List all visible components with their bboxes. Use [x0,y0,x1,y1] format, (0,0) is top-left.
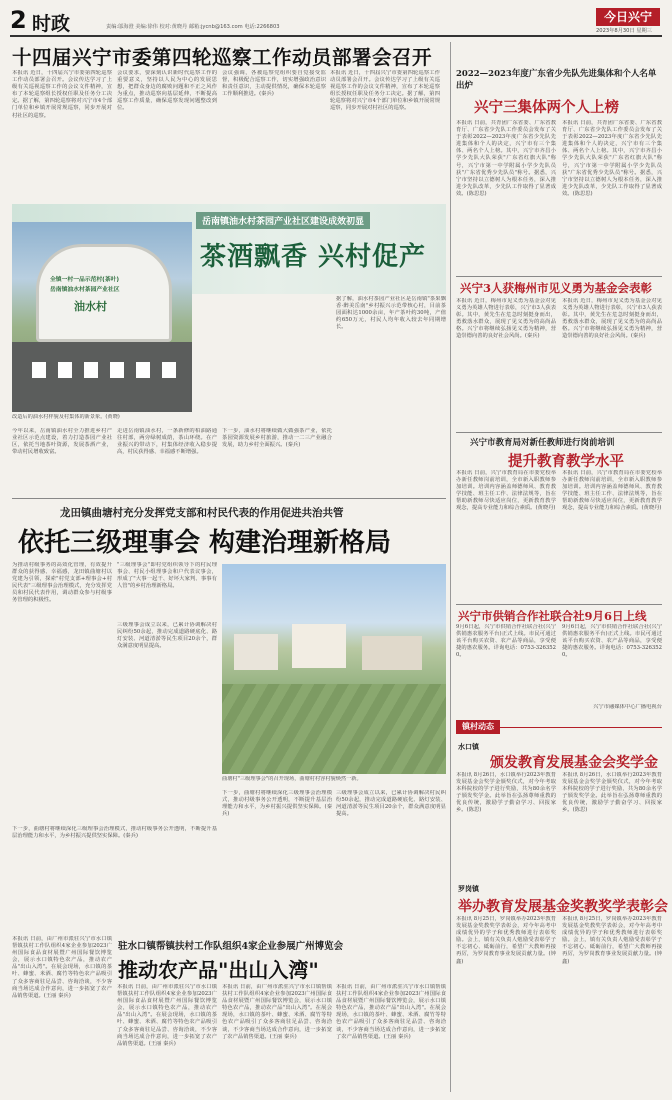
village-headline-1: 颁发教育发展基金会奖学金 [490,755,658,771]
longhe-kicker: 龙田镇曲塘村充分发挥党支部和村民代表的作用促进共治共管 [60,507,344,519]
field [222,684,446,774]
pioneer-kicker: 2022—2023年度广东省少先队先进集体和个人名单出炉 [456,69,657,91]
fund-rule [456,432,662,433]
masthead-logo: 今日兴宁 [596,8,660,26]
fund-headline: 兴宁3人获梅州市见义勇为基金会表彰 [460,281,652,295]
village-col-4: 本报讯 8月25日，罗岗镇举办2023年教育发展基金奖教奖学表彰会，对今年高考中成绩优异的学子和优秀教师进行表彰奖励。会上，镇有关负责人勉励受表彰学子不忘初心、砥砺前行，希望广大教师再接再厉，为罗岗教育事业发展贡献力量。(钟鑫) [562,916,662,965]
shuikou-kicker: 驻水口镇帮镇扶村工作队组织4家企业参展广州博览会 [118,941,344,952]
longhe-col-1: 为推动村级事务的高效化管理，有效提升群众的获得感、幸福感，龙田镇曲塘村以党建为引领，探索"村党支部+理事会+村民代表"三级理事会治理模式，充分发挥党员和村民代表作用，调动群众参与村级事务管理的积极性。 [12,562,112,604]
village-town-1: 水口镇 [458,743,479,751]
longhe-col-3: 三级理事会成立以来，已累计协调解决村民纠纷50余起，推动完成道路硬底化、路灯安装、河道清淤等民生项目20余个，群众满意度明显提高。 [117,622,217,650]
longhe-caption: 曲塘村"三级理事会"的召开现场，曲塘村村容村貌焕然一新。 [222,776,362,782]
tea-photo [12,222,192,412]
lead-col-1: 本报讯 近日，十四届兴宁市委第四轮巡察工作动员部署会召开。会议传达学习了上级有关巡视巡察工作的会议文件精神，宣布了本轮巡察组长授权任职及任务分工决定。据了解，第四轮巡察将对兴宁市4个部门单位和乡镇开展常规巡察，同步开展对村社区的巡察。 [12,70,112,119]
tea-caption: 改造后的油水村样貌及村集体的新景象。(黄晓) [12,414,120,420]
building-2 [292,624,346,668]
village-town-2: 罗岗镇 [458,885,479,893]
coop-headline: 兴宁市供销合作社联合社9月6日上线 [458,609,647,623]
tea-col-1: 今年以来，岳南镇油水村全力推进乡村产业社区示范点建设，着力打造茶园产业社区，依托当地茶叶资源，发展茶酒产业，带动村民增收致富。 [12,428,112,456]
longhe-photo [222,564,446,774]
lead-headline: 十四届兴宁市委第四轮巡察工作动员部署会召开 [12,46,433,69]
page-number: 2 [10,6,27,34]
edu-kicker: 兴宁市教育局对新任教师进行岗前培训 [470,438,615,448]
fund-col-1: 本报讯 近日，梅州市见义勇为基金会对见义勇为英雄人物进行表彰，兴宁市3人获表彰。其中，黄先生在危急时刻挺身而出，勇救落水群众，展现了见义勇为的高尚品格。兴宁市将继续弘扬见义勇为精神，营造崇德向善的良好社会风尚。(秦兵) [456,298,556,340]
tea-col-3: 下一步，油水村将继续做大做强茶产业，依托茶园资源发展乡村旅游，推动一二三产业融合发展，助力乡村全面振兴。(秦兵) [222,428,332,449]
date-line: 2023年8月30日 星期三 [596,28,652,34]
village-col-2: 本报讯 8月26日，水口镇举行2023年教育发展基金会奖学金颁奖仪式，对今年考取本科院校的学子进行奖励，共为80余名学子颁发奖学金。此举旨在弘扬尊师重教的优良传统，激励学子勤奋学习、回报家乡。(陈思) [562,772,662,814]
tea-col-4: 据了解，油水村茶园产业社区是岳南镇"茶果飘香·醉美岳南"乡村振兴示范带核心村，目前茶园面积达1000余亩，年产茶叶约30吨，产值约650万元，村民人均年收入较去年同期增长。 [336,296,446,331]
shuikou-col-4: 本报讯 日前，由广州市派驻兴宁市水口镇帮镇扶村工作队组织4家企业参加2023广州国际食品食材展暨广州国际餐饮博览会，展示水口镇特色农产品，推动农产品"出山入湾"。在展会现场，水口镇的茶叶、蜂蜜、米酒、腐竹等特色农产品吸引了众多客商驻足品尝、咨询洽谈，不少客商当场达成合作意向，进一步拓宽了农产品销售渠道。(王丽 秦兵) [336,984,446,1040]
sign-line-3: 油水村 [74,300,107,313]
staff-line: 责编:邬海澄 美编:徐伟 校对:黄晓丹 邮箱:jycnb@163.com 电话:2266803 [106,24,280,30]
tea-rule [12,498,446,499]
tea-col-2: 走进岳南镇油水村，一条新修的柏油路通往村部，两旁绿树成荫，茶山环绕。在产业振兴的带动下，村集体经济收入稳步提高，村民获得感、幸福感不断增强。 [117,428,217,456]
tea-headline: 茶酒飘香 兴村促产 [200,242,427,272]
pioneer-col-1: 本报讯 日前，共青团广东省委、广东省教育厅、广东省少先队工作委员会发布了关于表彰2022—2023年度广东省少先队先进集体和个人的决定，兴宁市有三个集体、两名个人上榜。其中，兴宁市齐昌小学少先队大队荣获"广东省红旗大队"称号，兴宁市第一中学附属小学少先队员获"广东省优秀少先队员"称号。据悉，兴宁市坚持以立德树人为根本任务，深入推进少先队改革，少先队工作取得了显著成效。(陈思思) [456,120,556,197]
lead-col-3: 会议强调，各被巡察党组织要自觉接受监督，积极配合巡察工作，切实增强政治意识和责任意识，主动提供情况，确保本轮巡察工作顺利推进。(秦兵) [222,70,326,98]
longhe-col-4: 下一步，曲塘村将继续深化三级理事会治理模式，推动村级事务公开透明，不断提升基层治理能力和水平，为乡村振兴提供坚实保障。(秦兵) [222,790,332,818]
shuikou-col-3: 本报讯 日前，由广州市派驻兴宁市水口镇帮镇扶村工作队组织4家企业参加2023广州国际食品食材展暨广州国际餐饮博览会，展示水口镇特色农产品，推动农产品"出山入湾"。在展会现场，水口镇的茶叶、蜂蜜、米酒、腐竹等特色农产品吸引了众多客商驻足品尝、咨询洽谈，不少客商当场达成合作意向，进一步拓宽了农产品销售渠道。(王丽 秦兵) [222,984,332,1040]
column-divider [450,42,451,1092]
village-col-3: 本报讯 8月25日，罗岗镇举办2023年教育发展基金奖教奖学表彰会，对今年高考中成绩优异的学子和优秀教师进行表彰奖励。会上，镇有关负责人勉励受表彰学子不忘初心、砥砺前行，希望广大教师再接再厉，为罗岗教育事业发展贡献力量。(钟鑫) [456,916,556,965]
masthead-bar [10,8,662,34]
village-banner: 镇村动态 [456,720,500,734]
edu-rule [456,604,662,605]
village-rule [500,727,662,728]
village-headline-2: 举办教育发展基金奖教奖学表彰会 [458,899,668,915]
edu-col-2: 本报讯 日前，兴宁市教育局在市委党校举办新任教师岗前培训，全市新入职教师参加培训。培训内容涵盖师德师风、教育教学技能、班主任工作、法律法规等，旨在帮助新教师尽快适应岗位，更新教育教学观念，提高专业能力和综合素质。(黄晓丹) [562,470,662,512]
sign-line-2: 岳南镇油水村茶园产业社区 [50,287,120,293]
shuikou-headline: 推动农产品"出山入湾" [118,958,319,982]
building-1 [234,634,278,670]
sign-line-1: 全镇一村一品示范村(茶叶) [50,277,120,283]
road-stripes [32,362,182,378]
village-col-1: 本报讯 8月26日，水口镇举行2023年教育发展基金会奖学金颁奖仪式，对今年考取本科院校的学子进行奖励，共为80余名学子颁发奖学金。此举旨在弘扬尊师重教的优良传统，激励学子勤奋学习、回报家乡。(陈思) [456,772,556,814]
pioneer-rule [456,276,662,277]
fund-col-2: 本报讯 近日，梅州市见义勇为基金会对见义勇为英雄人物进行表彰，兴宁市3人获表彰。其中，黄先生在危急时刻挺身而出，勇救落水群众，展现了见义勇为的高尚品格。兴宁市将继续弘扬见义勇为精神，营造崇德向善的良好社会风尚。(秦兵) [562,298,662,340]
longhe-headline: 依托三级理事会 构建治理新格局 [18,528,392,558]
shuikou-col-1: 本报讯 日前，由广州市派驻兴宁市水口镇帮镇扶村工作队组织4家企业参加2023广州国际食品食材展暨广州国际餐饮博览会，展示水口镇特色农产品，推动农产品"出山入湾"。在展会现场，水口镇的茶叶、蜂蜜、米酒、腐竹等特色农产品吸引了众多客商驻足品尝、咨询洽谈，不少客商当场达成合作意向，进一步拓宽了农产品销售渠道。(王丽 秦兵) [12,936,112,999]
building-3 [362,636,422,670]
sign-arch [36,244,172,342]
lead-col-4: 本报讯 近日，十四届兴宁市委第四轮巡察工作动员部署会召开。会议传达学习了上级有关巡视巡察工作的会议文件精神，宣布了本轮巡察组长授权任职及任务分工决定。据了解，第四轮巡察将对兴宁市4个部门单位和乡镇开展常规巡察，同步开展对村社区的巡察。 [330,70,440,112]
pioneer-col-2: 本报讯 日前，共青团广东省委、广东省教育厅、广东省少先队工作委员会发布了关于表彰2022—2023年度广东省少先队先进集体和个人的决定，兴宁市有三个集体、两名个人上榜。其中，兴宁市齐昌小学少先队大队荣获"广东省红旗大队"称号，兴宁市第一中学附属小学少先队员获"广东省优秀少先队员"称号。据悉，兴宁市坚持以立德树人为根本任务，深入推进少先队改革，少先队工作取得了显著成效。(陈思思) [562,120,662,197]
longhe-col-5: 三级理事会成立以来，已累计协调解决村民纠纷50余起，推动完成道路硬底化、路灯安装、河道清淤等民生项目20余个，群众满意度明显提高。 [336,790,446,818]
section-title: 时政 [32,13,71,35]
lead-col-2: 会议要求，要深刻认识新时代巡察工作的重要意义，坚持以人民为中心的发展思想，把群众身边的腐败问题和不正之风作为重点，推动巡察向基层延伸，不断提高巡察工作质量，确保巡察发现问题整改到位。 [117,70,217,112]
shuikou-col-2: 本报讯 日前，由广州市派驻兴宁市水口镇帮镇扶村工作队组织4家企业参加2023广州国际食品食材展暨广州国际餐饮博览会，展示水口镇特色农产品，推动农产品"出山入湾"。在展会现场，水口镇的茶叶、蜂蜜、米酒、腐竹等特色农产品吸引了众多客商驻足品尝、咨询洽谈，不少客商当场达成合作意向，进一步拓宽了农产品销售渠道。(王丽 秦兵) [117,984,217,1047]
tea-kicker: 岳南镇油水村茶园产业社区建设成效初显 [196,212,370,229]
longhe-col-2: "三级理事会"即村党组织领导下的村民理事会、村民小组理事会和户代表议事会，形成了"大事一起干、好坏大家判、事事有人管"的乡村治理新格局。 [117,562,217,590]
coop-col-2: 9月6日起，兴宁市供销合作社联合社(兴宁供销惠农服务平台)正式上线。市民可通过该平台购买农资、农产品等商品，享受便捷的惠农服务。详询电话：0753-3263520。 [562,624,662,659]
edu-headline: 提升教育教学水平 [508,453,624,470]
pioneer-headline: 兴宁三集体两个人上榜 [474,99,619,116]
coop-note: 兴宁市融媒体中心广播电视台 [593,704,662,710]
header-rule [10,35,662,37]
coop-col-1: 9月6日起，兴宁市供销合作社联合社(兴宁供销惠农服务平台)正式上线。市民可通过该平台购买农资、农产品等商品，享受便捷的惠农服务。详询电话：0753-3263520。 [456,624,556,659]
edu-col-1: 本报讯 日前，兴宁市教育局在市委党校举办新任教师岗前培训，全市新入职教师参加培训。培训内容涵盖师德师风、教育教学技能、班主任工作、法律法规等，旨在帮助新教师尽快适应岗位，更新教育教学观念，提高专业能力和综合素质。(黄晓丹) [456,470,556,512]
longhe-col-6: 下一步，曲塘村将继续深化三级理事会治理模式，推动村级事务公开透明，不断提升基层治理能力和水平，为乡村振兴提供坚实保障。(秦兵) [12,826,217,840]
